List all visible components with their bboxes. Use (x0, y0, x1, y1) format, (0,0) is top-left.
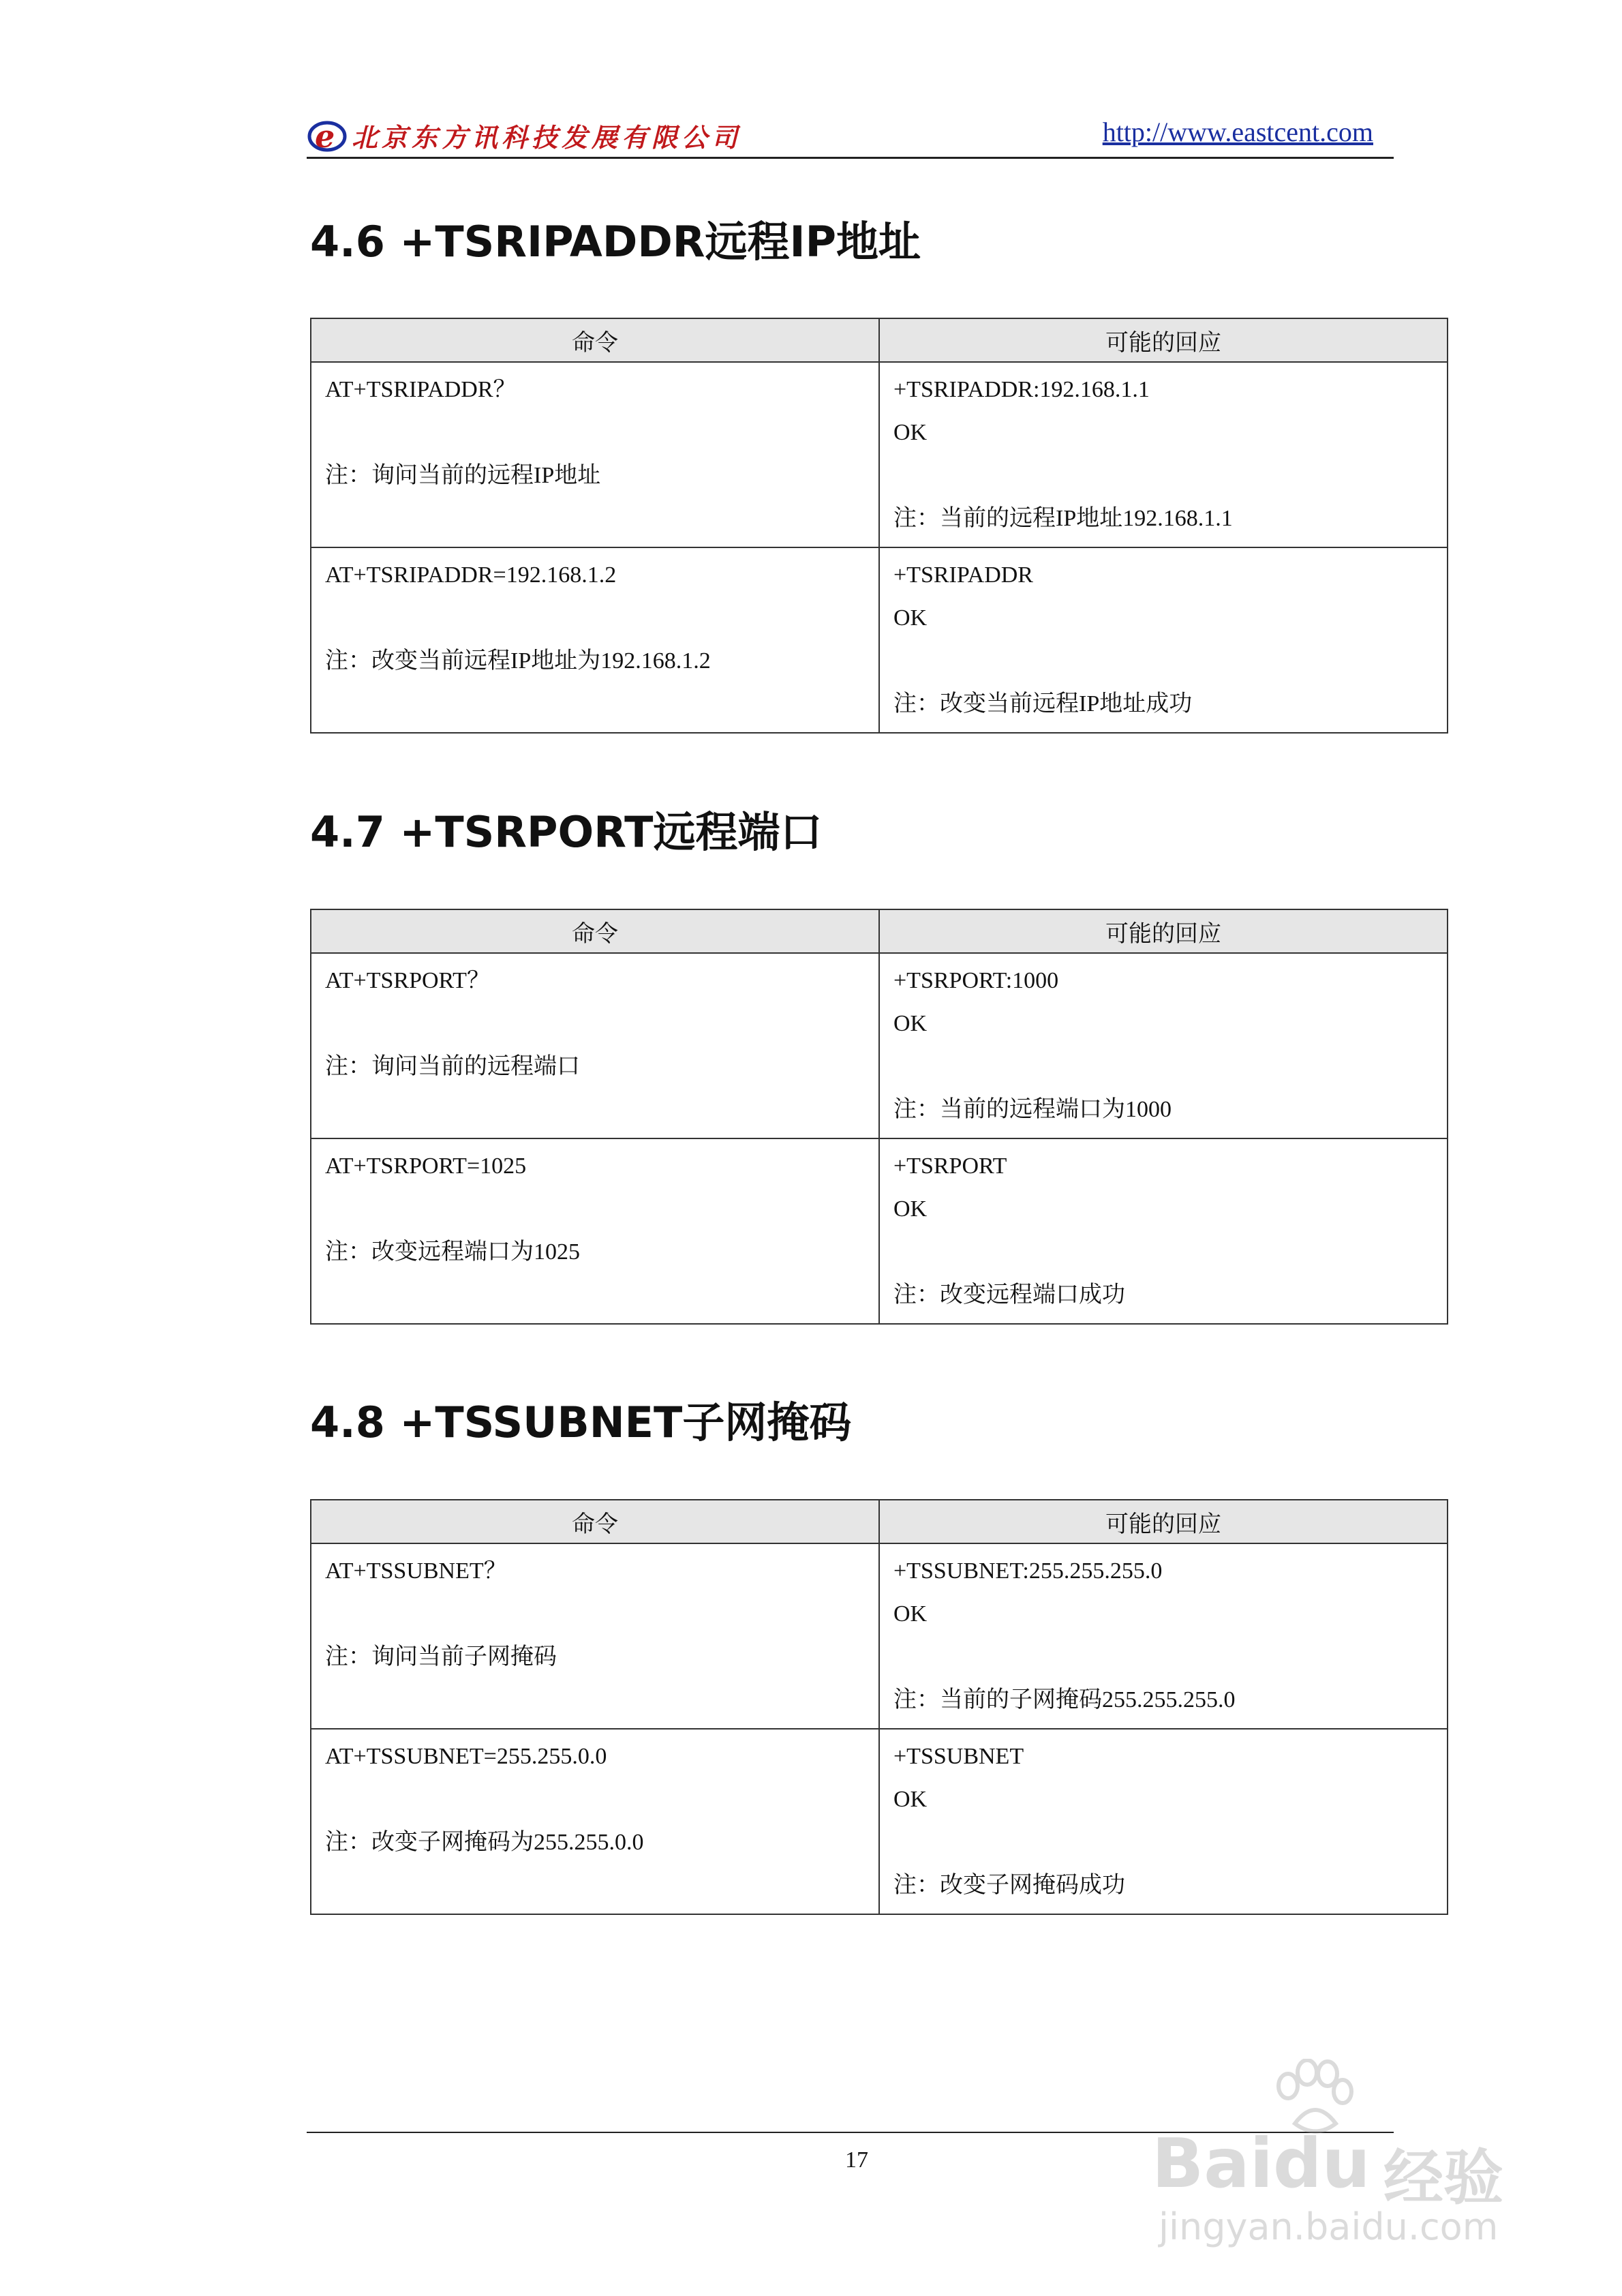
command-note: 注：改变当前远程IP地址为192.168.1.2 (325, 648, 711, 674)
response-ok: OK (893, 420, 928, 445)
blank-line (325, 1188, 865, 1230)
blank-line (893, 454, 1433, 497)
table-row (311, 1543, 1448, 1729)
website-link[interactable]: http://www.eastcent.com (1102, 117, 1373, 147)
command-note: 注：询问当前的远程端口 (325, 1054, 580, 1079)
response-ok: OK (893, 1601, 928, 1627)
watermark-suffix: 经验 (1383, 2143, 1504, 2213)
command-text: AT+TSRPORT？ (325, 968, 490, 993)
response-cell (879, 362, 1448, 547)
response-cell (879, 1138, 1448, 1324)
page-number: 17 (845, 2147, 868, 2173)
watermark-brand: Baidu (1152, 2124, 1371, 2203)
response-note: 注：改变当前远程IP地址成功 (893, 691, 1193, 716)
command-note: 注：改变远程端口为1025 (325, 1239, 580, 1265)
command-cell (311, 547, 879, 733)
table-row (311, 362, 1448, 547)
command-cell (311, 362, 879, 547)
response-text: +TSSUBNET (893, 1744, 1024, 1769)
blank-line (893, 1821, 1433, 1864)
command-table (310, 1499, 1448, 1915)
response-cell (879, 953, 1448, 1138)
table-row (311, 953, 1448, 1138)
response-text: +TSRIPADDR (893, 562, 1033, 588)
blank-line (325, 1778, 865, 1821)
watermark-url: jingyan.baidu.com (1159, 2205, 1499, 2248)
response-note: 注：当前的远程IP地址192.168.1.1 (893, 506, 1233, 531)
response-cell (879, 547, 1448, 733)
blank-line (325, 596, 865, 639)
blank-line (325, 1592, 865, 1635)
command-cell (311, 1543, 879, 1729)
table-header-row (311, 909, 1448, 953)
column-header-response: 可能的回应 (879, 909, 1448, 953)
blank-line (893, 1635, 1433, 1678)
response-ok: OK (893, 605, 928, 631)
command-table (310, 318, 1448, 734)
command-text: AT+TSRIPADDR=192.168.1.2 (325, 562, 617, 588)
response-cell (879, 1729, 1448, 1914)
response-note: 注：改变远程端口成功 (893, 1282, 1125, 1308)
company-logo (307, 115, 741, 155)
command-note: 注：改变子网掩码为255.255.0.0 (325, 1830, 644, 1855)
section-title: 4.6 +TSRIPADDR远程IP地址 (310, 217, 921, 267)
response-note: 注：当前的子网掩码255.255.255.0 (893, 1687, 1236, 1712)
response-text: +TSSUBNET:255.255.255.0 (893, 1558, 1163, 1584)
blank-line (893, 1230, 1433, 1273)
column-header-response: 可能的回应 (879, 318, 1448, 362)
baidu-jingyan-watermark (1152, 2059, 1561, 2263)
table-row (311, 547, 1448, 733)
command-note: 注：询问当前子网掩码 (325, 1644, 557, 1670)
command-text: AT+TSRPORT=1025 (325, 1153, 527, 1179)
response-text: +TSRPORT (893, 1153, 1007, 1179)
response-text: +TSRIPADDR:192.168.1.1 (893, 377, 1150, 402)
command-note: 注：询问当前的远程IP地址 (325, 463, 601, 488)
table-row (311, 1729, 1448, 1914)
blank-line (325, 411, 865, 454)
response-text: +TSRPORT:1000 (893, 968, 1059, 993)
column-header-response: 可能的回应 (879, 1500, 1448, 1543)
section-title: 4.8 +TSSUBNET子网掩码 (310, 1398, 852, 1447)
response-ok: OK (893, 1011, 928, 1036)
page-header (307, 109, 1394, 159)
table-header-row (311, 318, 1448, 362)
company-name: 北京东方讯科技发展有限公司 (352, 121, 742, 153)
command-cell (311, 953, 879, 1138)
command-table (310, 909, 1448, 1325)
eastcent-e-logo-icon (307, 115, 348, 155)
response-ok: OK (893, 1196, 928, 1222)
command-cell (311, 1138, 879, 1324)
response-note: 注：当前的远程端口为1000 (893, 1097, 1172, 1122)
column-header-command: 命令 (311, 1500, 879, 1543)
table-header-row (311, 1500, 1448, 1543)
command-text: AT+TSRIPADDR？ (325, 377, 517, 402)
section-title: 4.7 +TSRPORT远程端口 (310, 807, 823, 857)
response-cell (879, 1543, 1448, 1729)
response-ok: OK (893, 1787, 928, 1812)
blank-line (893, 639, 1433, 682)
response-note: 注：改变子网掩码成功 (893, 1873, 1125, 1898)
command-text: AT+TSSUBNET=255.255.0.0 (325, 1744, 607, 1769)
blank-line (893, 1045, 1433, 1088)
column-header-command: 命令 (311, 909, 879, 953)
command-text: AT+TSSUBNET？ (325, 1558, 507, 1584)
command-cell (311, 1729, 879, 1914)
svg-text:e: e (315, 118, 335, 155)
column-header-command: 命令 (311, 318, 879, 362)
table-row (311, 1138, 1448, 1324)
blank-line (325, 1002, 865, 1045)
